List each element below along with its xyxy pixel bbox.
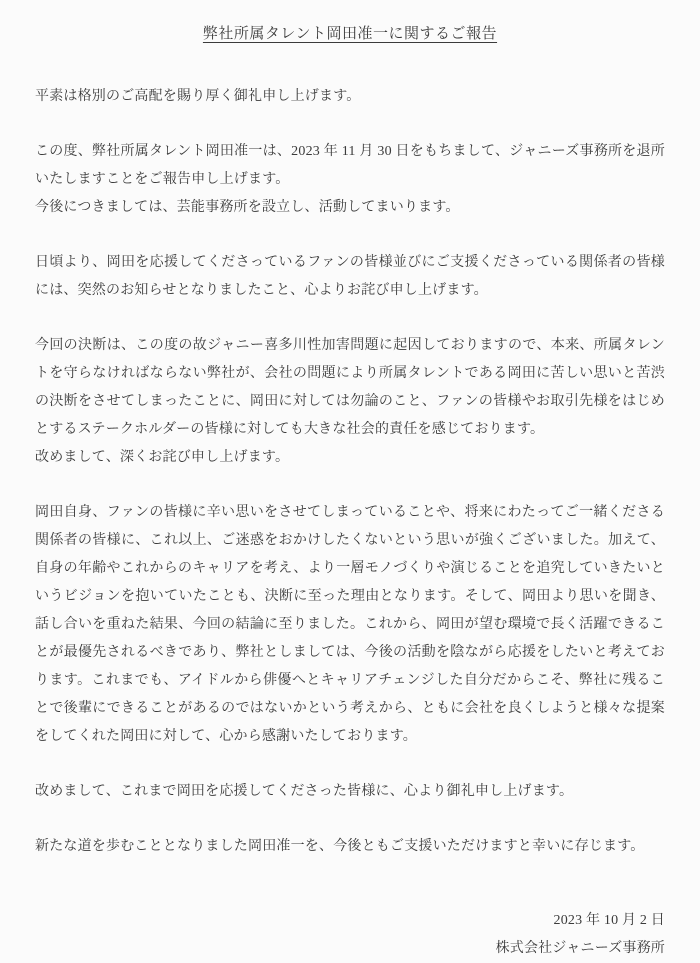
paragraph-text: 改めまして、これまで岡田を応援してくださった皆様に、心より御礼申し上げます。 — [35, 784, 574, 799]
paragraph-text: 新たな道を歩むこととなりました岡田准一を、今後ともご支援いただけますと幸いに存じます。 — [35, 839, 645, 854]
paragraph-thanks — [35, 778, 665, 806]
paragraph-text: 平素は格別のご高配を賜り厚く御礼申し上げます。 — [35, 89, 361, 104]
document-title — [35, 22, 665, 43]
paragraph-text: 今回の決断は、この度の故ジャニー喜多川性加害問題に起因しておりますので、本来、所属タレントを守らなければならない弊社が、会社の問題により所属タレントである岡田に苦しい思いと苦渋の決断をさせてしまったことに、岡田に対しては勿論のこと、ファンの皆様やお取引先様をはじめとするステークホルダーの皆様に対しても大きな社会的責任を感じております。 — [35, 338, 665, 437]
paragraph-text: 岡田自身、ファンの皆様に辛い思いをさせてしまっていることや、将来にわたってご一緒くださる関係者の皆様に、これ以上、ご迷惑をおかけしたくないという思いが強くございました。加えて、自身の年齢やこれからのキャリアを考え、より一層モノづくりや演じることを追究していきたいというビジョンを抱いていたことも、決断に至った理由となります。そして、岡田より思いを聞き、話し合いを重ねた結果、今回の結論に至りました。これから、岡田が望む環境で長く活躍できることが最優先されるべきであり、弊社としましては、今後の活動を陰ながら応援をしたいと考えております。これまでも、アイドルから俳優へとキャリアチェンジした自分だからこそ、弊社に残ることで後輩にできることがあるのではないかという考えから、ともに会社を良くしようと様々な提案をしてくれた岡田に対して、心から感謝いたしております。 — [35, 505, 665, 744]
document-title-text: 弊社所属タレント岡田准一に関するご報告 — [202, 26, 498, 42]
paragraph-greeting — [35, 83, 665, 111]
document-date: 2023 年 10 月 2 日 — [553, 913, 665, 928]
paragraph-cause-and-responsibility — [35, 332, 665, 472]
paragraph-text: 今後につきましては、芸能事務所を設立し、活動してまいります。 — [35, 200, 460, 215]
company-name: 株式会社ジャニーズ事務所 — [495, 941, 665, 956]
paragraph-closing — [35, 833, 665, 861]
paragraph-text: 改めまして、深くお詫び申し上げます。 — [35, 450, 290, 465]
paragraph-text: 日頃より、岡田を応援してくださっているファンの皆様並びにご支援くださっている関係者の皆様には、突然のお知らせとなりましたこと、心よりお詫び申し上げます。 — [35, 255, 665, 298]
paragraph-announcement — [35, 138, 665, 222]
document-footer — [35, 907, 665, 963]
paragraph-text: この度、弊社所属タレント岡田准一は、2023 年 11 月 30 日をもちまして、ジャニーズ事務所を退所いたしますことをご報告申し上げます。 — [35, 144, 665, 187]
paragraph-reasons-and-gratitude — [35, 499, 665, 751]
paragraph-apology-to-fans — [35, 249, 665, 305]
